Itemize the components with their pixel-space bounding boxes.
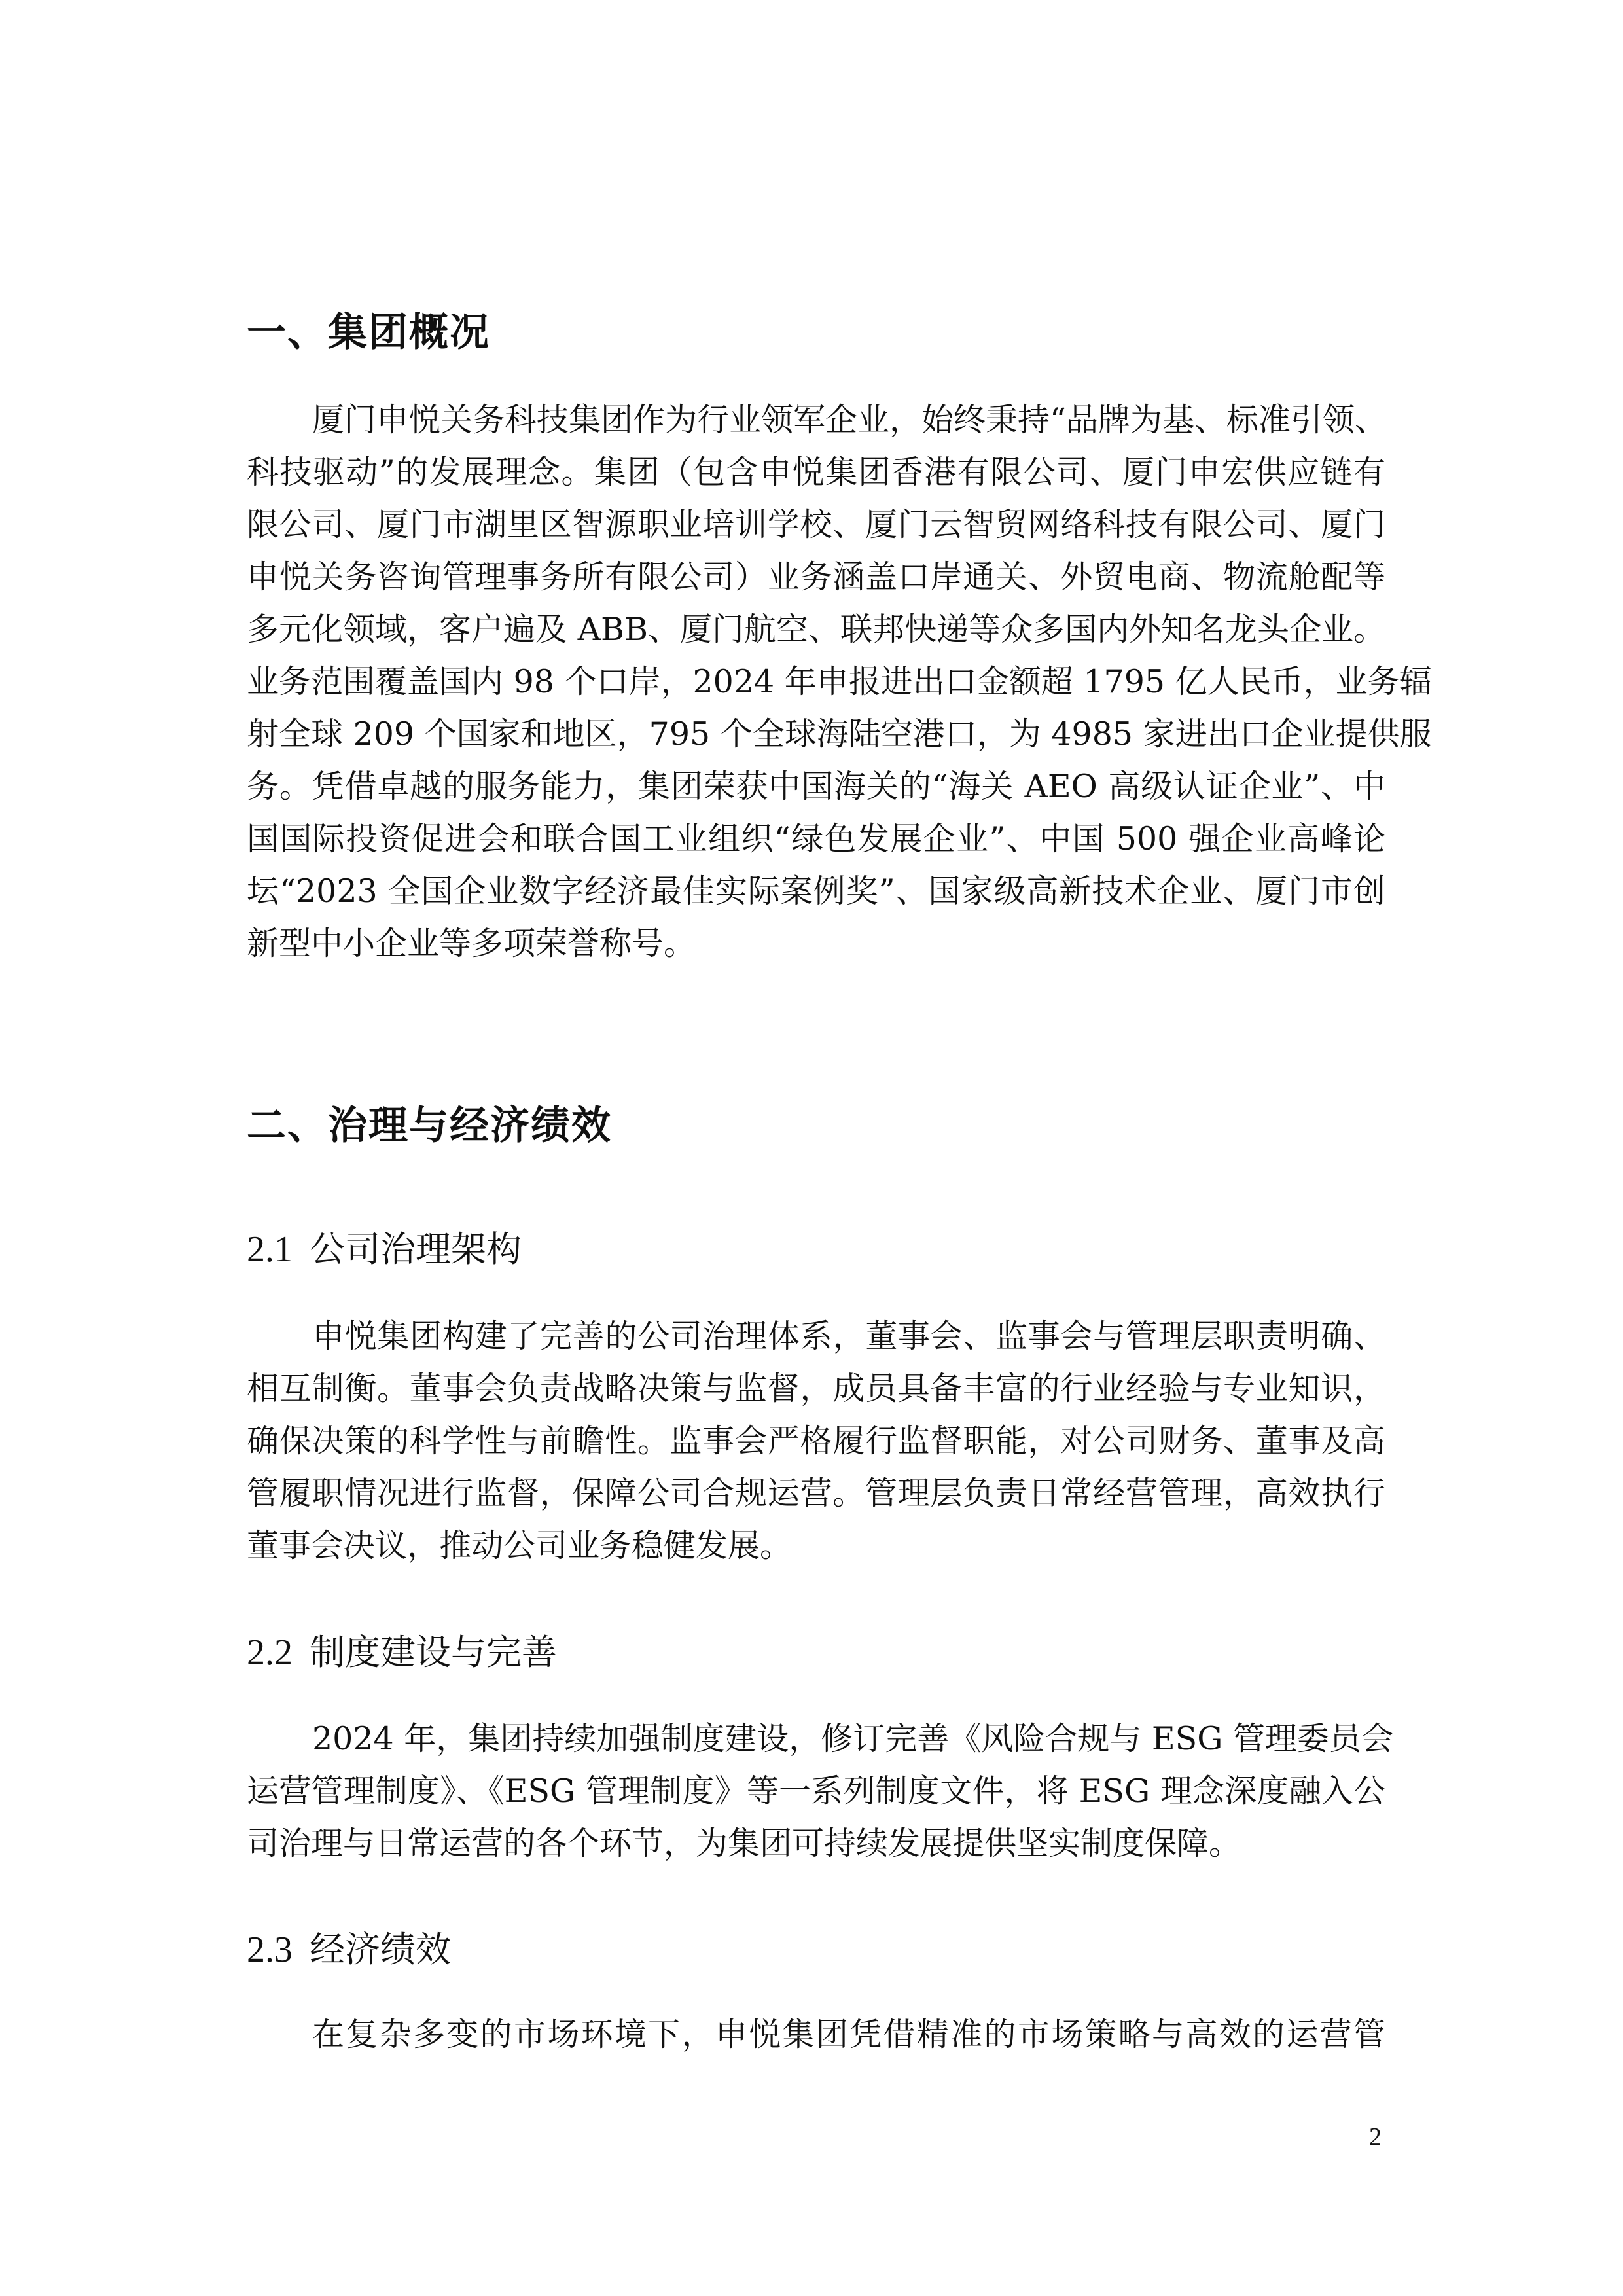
paragraph-line: 相互制衡。董事会负责战略决策与监督，成员具备丰富的行业经验与专业知识， (247, 1370, 1385, 1407)
subsection-heading-corporate-governance (247, 1230, 522, 1268)
subsection-number: 2.3 (247, 1929, 293, 1970)
paragraph-line: 在复杂多变的市场环境下，申悦集团凭借精准的市场策略与高效的运营管 (312, 2016, 1385, 2053)
paragraph-line: 多元化领域，客户遍及 ABB、厦门航空、联邦快递等众多国内外知名龙头企业。 (247, 611, 1385, 648)
subsection-number: 2.1 (247, 1229, 293, 1270)
page-number: 2 (1369, 2123, 1382, 2151)
paragraph-line: 申悦集团构建了完善的公司治理体系，董事会、监事会与管理层职责明确、 (312, 1318, 1385, 1355)
paragraph-line: 厦门申悦关务科技集团作为行业领军企业，始终秉持“品牌为基、标准引领、 (312, 401, 1387, 439)
paragraph-line: 确保决策的科学性与前瞻性。监事会严格履行监督职能，对公司财务、董事及高 (247, 1422, 1385, 1460)
paragraph-line: 业务范围覆盖国内 98 个口岸，2024 年申报进出口金额超 1795 亿人民币，业务辐 (247, 663, 1432, 700)
paragraph-line: 董事会决议，推动公司业务稳健发展。 (247, 1527, 793, 1564)
paragraph-corporate-governance (247, 1310, 1385, 1572)
paragraph-economic-performance (247, 2009, 1385, 2061)
paragraph-line: 新型中小企业等多项荣誉称号。 (247, 925, 696, 962)
subsection-heading-economic-performance (247, 1931, 451, 1969)
paragraph-line: 限公司、厦门市湖里区智源职业培训学校、厦门云智贸网络科技有限公司、厦门 (247, 506, 1385, 543)
paragraph-line: 运营管理制度》、《ESG 管理制度》等一系列制度文件，将 ESG 理念深度融入公 (247, 1772, 1385, 1810)
subsection-title: 制度建设与完善 (310, 1632, 557, 1673)
paragraph-line: 科技驱动”的发展理念。集团（包含申悦集团香港有限公司、厦门申宏供应链有 (247, 454, 1385, 491)
subsection-title: 经济绩效 (310, 1929, 451, 1970)
paragraph-line: 2024 年，集团持续加强制度建设，修订完善《风险合规与 ESG 管理委员会 (312, 1720, 1393, 1757)
paragraph-line: 坛“2023 全国企业数字经济最佳实际案例奖”、国家级高新技术企业、厦门市创 (247, 872, 1385, 910)
subsection-heading-system-building (247, 1634, 557, 1672)
section-heading-group-overview: 一、集团概况 (247, 310, 490, 355)
paragraph-group-overview (247, 394, 1432, 970)
subsection-number: 2.2 (247, 1632, 293, 1673)
paragraph-line: 司治理与日常运营的各个环节，为集团可持续发展提供坚实制度保障。 (247, 1825, 1241, 1862)
section-heading-governance-economic-performance: 二、治理与经济绩效 (247, 1103, 612, 1149)
paragraph-line: 申悦关务咨询管理事务所有限公司）业务涵盖口岸通关、外贸电商、物流舱配等 (247, 558, 1385, 596)
paragraph-line: 管履职情况进行监督，保障公司合规运营。管理层负责日常经营管理，高效执行 (247, 1475, 1385, 1512)
paragraph-line: 务。凭借卓越的服务能力，集团荣获中国海关的“海关 AEO 高级认证企业”、中 (247, 768, 1385, 805)
subsection-title: 公司治理架构 (310, 1229, 522, 1270)
paragraph-system-building (247, 1713, 1393, 1870)
paragraph-line: 国国际投资促进会和联合国工业组织“绿色发展企业”、中国 500 强企业高峰论 (247, 820, 1385, 857)
paragraph-line: 射全球 209 个国家和地区，795 个全球海陆空港口，为 4985 家进出口企业提供服 (247, 715, 1432, 753)
